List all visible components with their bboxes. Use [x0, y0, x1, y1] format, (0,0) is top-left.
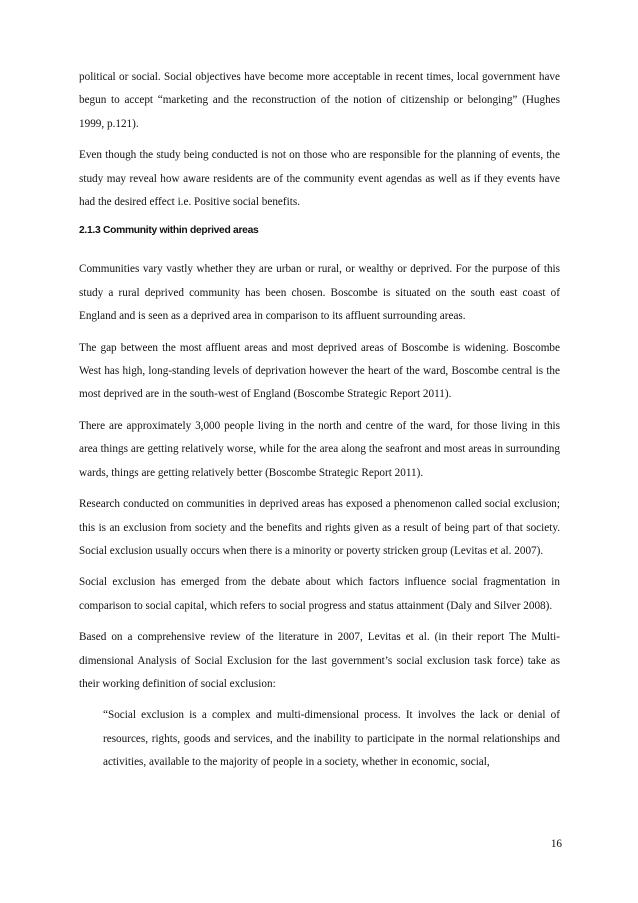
page-body	[79, 66, 560, 775]
paragraph: Even though the study being conducted is not on those who are responsible for the planning of events, the study may reveal how aware residents are of the community event agendas as well as if they events have had the desired effect i.e. Positive social benefits.	[79, 149, 560, 209]
quote-text: “Social exclusion is a complex and multi-dimensional process. It involves the lack or denial of resources, rights, goods and services, and the inability to participate in the normal relationships and activities, available to the majority of people in a society, whether in economic, social,	[103, 709, 560, 769]
block-quote	[103, 704, 560, 774]
paragraph: political or social. Social objectives have become more acceptable in recent times, local government have begun to accept “marketing and the reconstruction of the notion of citizenship or belonging” (Hughes 1999, p.121).	[79, 71, 560, 130]
paragraph: The gap between the most affluent areas and most deprived areas of Boscombe is widening. Boscombe West has high, long-standing levels of deprivation however the heart of the ward, Boscombe central is the most deprived are in the south-west of England (Boscombe Strategic Report 2011).	[79, 341, 560, 401]
page-number: 16	[550, 838, 562, 850]
paragraph: Research conducted on communities in deprived areas has exposed a phenomenon called social exclusion; this is an exclusion from society and the benefits and rights given as a result of being part of that society. Social exclusion usually occurs when there is a minority or poverty stricken group (Levitas et al. 2007).	[79, 498, 560, 557]
paragraph: Based on a comprehensive review of the literature in 2007, Levitas et al. (in their report The Multi-dimensional Analysis of Social Exclusion for the last government’s social exclusion task force) take as their working definition of social exclusion:	[79, 631, 560, 690]
paragraph: Communities vary vastly whether they are urban or rural, or wealthy or deprived. For the purpose of this study a rural deprived community has been chosen. Boscombe is situated on the south east coast of England and is seen as a deprived area in comparison to its affluent surrounding areas.	[79, 263, 560, 323]
paragraph: Social exclusion has emerged from the debate about which factors influence social fragmentation in comparison to social capital, which refers to social progress and status attainment (Daly and Silver 2008).	[79, 576, 560, 612]
section-heading: 2.1.3 Community within deprived areas	[79, 225, 259, 237]
paragraph: There are approximately 3,000 people living in the north and centre of the ward, for those living in this area things are getting relatively worse, while for the area along the seafront and most areas in surrounding wards, things are getting relatively better (Boscombe Strategic Report 2011).	[79, 419, 560, 479]
